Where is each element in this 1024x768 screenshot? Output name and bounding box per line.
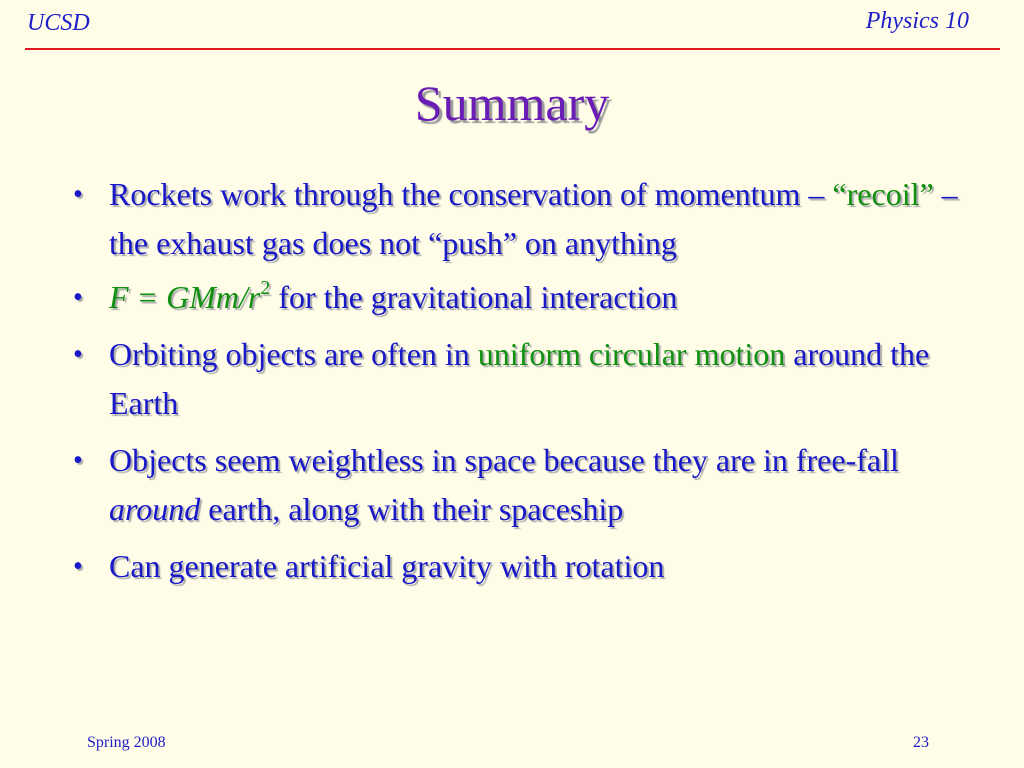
bullet-text: Objects seem weightless in space because they are in free-fall bbox=[109, 442, 899, 478]
bullet-item-artificial-gravity bbox=[73, 542, 968, 591]
gravity-formula: F = GMm/r bbox=[109, 279, 261, 315]
highlight-recoil: “recoil” bbox=[832, 176, 934, 212]
header-divider bbox=[25, 48, 1000, 50]
page-number: 23 bbox=[913, 734, 929, 751]
bullet-text: Rockets work through the conservation of momentum – bbox=[109, 176, 833, 212]
bullet-text: for the gravitational interaction bbox=[270, 279, 678, 315]
footer-term: Spring 2008 bbox=[87, 734, 166, 751]
bullet-icon: • bbox=[73, 339, 83, 370]
bullet-icon: • bbox=[73, 551, 83, 582]
bullet-text: – the exhaust gas does not “push” on anything bbox=[109, 176, 958, 261]
bullet-icon: • bbox=[73, 282, 83, 313]
slide-title: Summary bbox=[414, 75, 610, 131]
emphasis-around: around bbox=[109, 491, 201, 527]
bullet-icon: • bbox=[73, 179, 83, 210]
bullet-icon: • bbox=[73, 445, 83, 476]
bullet-item-orbiting bbox=[73, 330, 968, 428]
bullet-item-gravity-formula bbox=[73, 273, 968, 322]
bullet-text: earth, along with their spaceship bbox=[200, 491, 624, 527]
header-course-title: Physics 10 bbox=[865, 8, 969, 34]
bullet-list bbox=[73, 170, 968, 599]
highlight-uniform-circular-motion: uniform circular motion bbox=[477, 336, 786, 372]
bullet-item-rockets bbox=[73, 170, 968, 268]
gravity-formula-exponent: 2 bbox=[260, 277, 271, 299]
bullet-text: around the Earth bbox=[109, 336, 930, 421]
bullet-item-weightless bbox=[73, 436, 968, 534]
header-course-label: UCSD bbox=[27, 10, 90, 36]
bullet-text: Orbiting objects are often in bbox=[109, 336, 478, 372]
bullet-text: Can generate artificial gravity with rotation bbox=[109, 548, 665, 584]
